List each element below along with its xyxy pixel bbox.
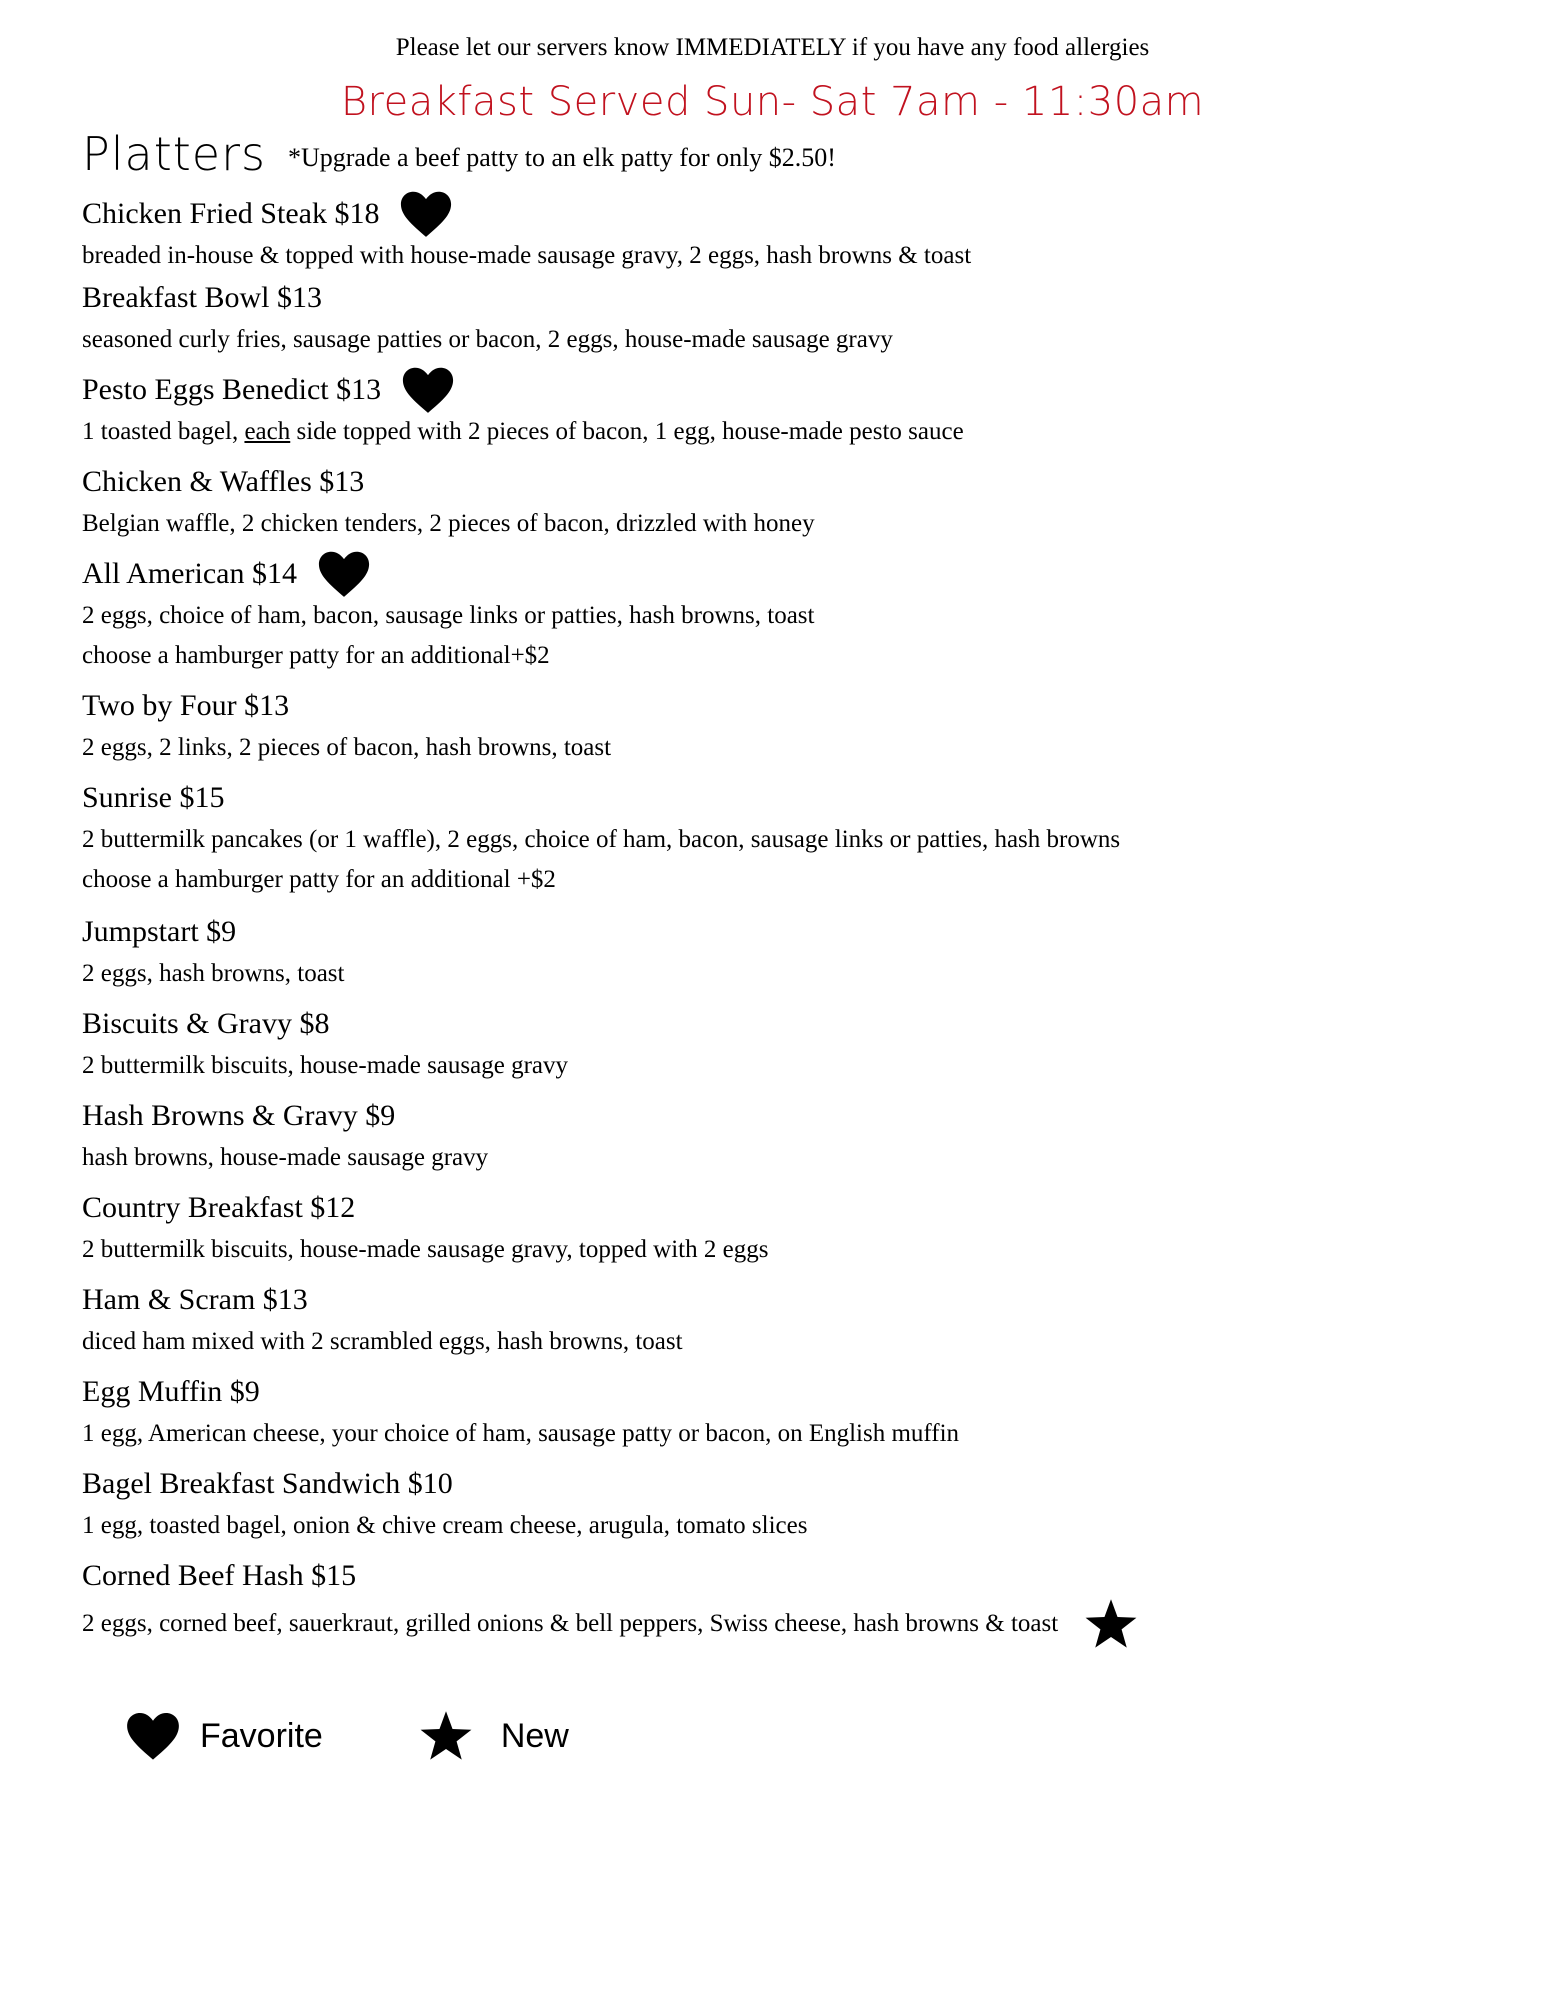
item-description: 2 buttermilk biscuits, house-made sausage gravy, topped with 2 eggs (82, 1236, 769, 1263)
item-description: breaded in-house & topped with house-made sausage gravy, 2 eggs, hash browns & toast (82, 242, 972, 269)
item-description: 2 buttermilk pancakes (or 1 waffle), 2 eggs, choice of ham, bacon, sausage links or patties, hash browns (82, 826, 1121, 853)
section-title: Platters (82, 127, 266, 181)
heart-icon (126, 1711, 180, 1761)
item-title: Sunrise $15 (82, 781, 225, 814)
menu-item-hash-browns-gravy (82, 1094, 488, 1178)
item-description-end: side topped with 2 pieces of bacon, 1 egg, house-made pesto sauce (290, 418, 964, 445)
item-description: hash browns, house-made sausage gravy (82, 1144, 489, 1171)
menu-item-egg-muffin (82, 1370, 959, 1454)
item-title: Breakfast Bowl $13 (82, 281, 322, 314)
item-title: Two by Four $13 (82, 689, 290, 722)
menu-item-jumpstart (82, 910, 344, 994)
item-title: Ham & Scram $13 (82, 1283, 308, 1316)
menu-item-pesto-eggs-benedict (82, 368, 964, 452)
menu-item-bagel-breakfast-sandwich (82, 1462, 807, 1546)
menu-item-ham-scram (82, 1278, 683, 1362)
item-description: 1 egg, American cheese, your choice of ham, sausage patty or bacon, on English muffin (82, 1420, 960, 1447)
item-description: diced ham mixed with 2 scrambled eggs, hash browns, toast (82, 1328, 683, 1355)
menu-item-corned-beef-hash (82, 1554, 1138, 1650)
item-title: Corned Beef Hash $15 (82, 1559, 357, 1592)
item-description: seasoned curly fries, sausage patties or bacon, 2 eggs, house-made sausage gravy (82, 326, 893, 353)
star-icon (419, 1710, 473, 1762)
legend-new-label: New (500, 1717, 569, 1755)
menu-item-country-breakfast (82, 1186, 768, 1270)
item-description: Belgian waffle, 2 chicken tenders, 2 pieces of bacon, drizzled with honey (82, 510, 815, 537)
item-description-start: 1 toasted bagel, (82, 418, 245, 445)
item-description (82, 412, 964, 452)
item-title: Bagel Breakfast Sandwich $10 (82, 1467, 453, 1500)
item-title: Chicken Fried Steak $18 (82, 197, 380, 230)
elk-upgrade-note: *Upgrade a beef patty to an elk patty for only $2.50! (287, 143, 836, 172)
item-title: Hash Browns & Gravy $9 (82, 1099, 396, 1132)
section-header (82, 124, 836, 180)
item-description-text: 2 eggs, corned beef, sauerkraut, grilled onions & bell peppers, Swiss cheese, hash browns & toast (82, 1610, 1059, 1637)
legend-new (419, 1710, 569, 1762)
item-description: 2 eggs, hash browns, toast (82, 960, 345, 987)
item-title: Country Breakfast $12 (82, 1191, 356, 1224)
item-title: Jumpstart $9 (82, 915, 237, 948)
legend (126, 1710, 569, 1762)
item-title: All American $14 (82, 557, 297, 590)
menu-item-chicken-fried-steak (82, 192, 971, 276)
allergy-notice: Please let our servers know IMMEDIATELY if you have any food allergies (395, 34, 1150, 61)
item-description-extra: choose a hamburger patty for an additional +$2 (82, 866, 556, 893)
item-title: Pesto Eggs Benedict $13 (82, 373, 382, 406)
star-icon (1084, 1598, 1138, 1650)
breakfast-hours: Breakfast Served Sun- Sat 7am - 11:30am (340, 79, 1205, 125)
item-description: 2 buttermilk biscuits, house-made sausage gravy (82, 1052, 568, 1079)
item-description: 2 eggs, choice of ham, bacon, sausage links or patties, hash browns, toast (82, 602, 815, 629)
menu-item-breakfast-bowl (82, 276, 893, 360)
legend-favorite (126, 1711, 323, 1761)
menu-item-two-by-four (82, 684, 611, 768)
legend-favorite-label: Favorite (200, 1717, 323, 1755)
heart-icon (317, 550, 371, 598)
item-title: Biscuits & Gravy $8 (82, 1007, 330, 1040)
heart-icon (399, 190, 453, 238)
item-description: 2 eggs, 2 links, 2 pieces of bacon, hash browns, toast (82, 734, 612, 761)
item-description-extra: choose a hamburger patty for an additional+$2 (82, 642, 550, 669)
heart-icon (401, 366, 455, 414)
item-description: 1 egg, toasted bagel, onion & chive cream cheese, arugula, tomato slices (82, 1512, 808, 1539)
item-title: Chicken & Waffles $13 (82, 465, 365, 498)
menu-item-biscuits-gravy (82, 1002, 568, 1086)
item-description-underlined: each (244, 418, 291, 445)
item-description (82, 1598, 1138, 1650)
menu-item-sunrise (82, 776, 1120, 900)
menu-item-chicken-waffles (82, 460, 815, 544)
menu-item-all-american (82, 552, 814, 676)
item-title: Egg Muffin $9 (82, 1375, 260, 1408)
